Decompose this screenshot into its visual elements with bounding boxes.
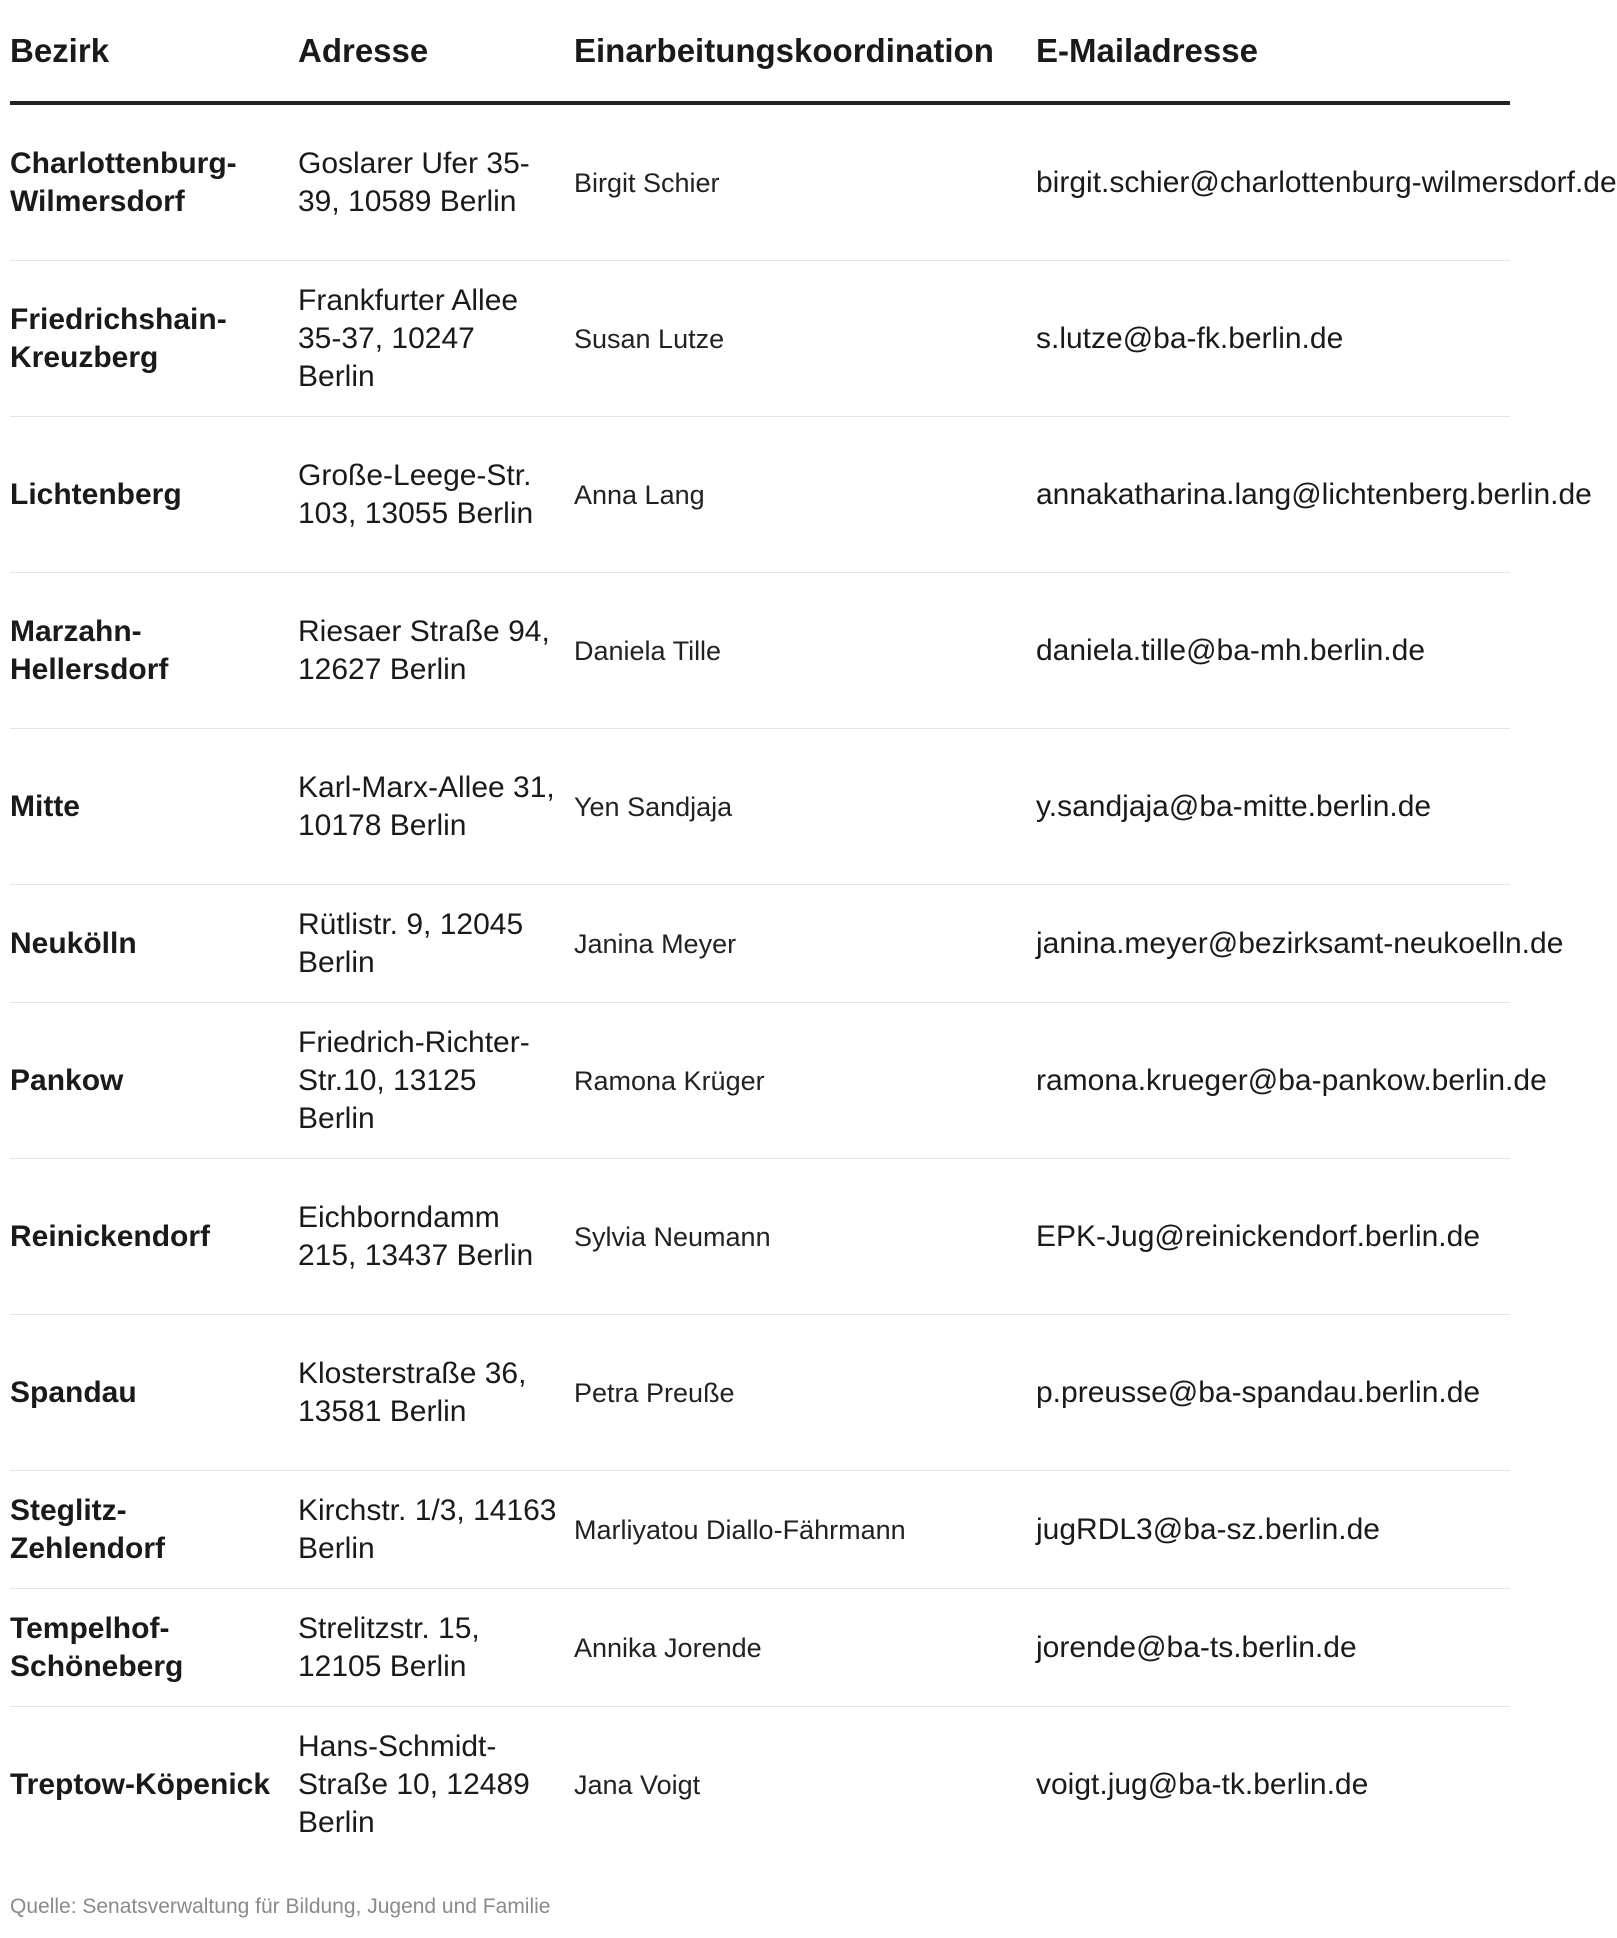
cell-bezirk: Mitte <box>10 729 298 885</box>
cell-email[interactable]: jugRDL3@ba-sz.berlin.de <box>1036 1471 1510 1589</box>
table-row <box>10 1159 1510 1315</box>
cell-adresse: Große-Leege-Str. 103, 13055 Berlin <box>298 417 574 573</box>
cell-email[interactable]: birgit.schier@charlottenburg-wilmersdorf.de <box>1036 103 1510 261</box>
cell-adresse: Kirchstr. 1/3, 14163 Berlin <box>298 1471 574 1589</box>
table-row <box>10 1707 1510 1863</box>
table-row <box>10 729 1510 885</box>
cell-koordination: Sylvia Neumann <box>574 1159 1036 1315</box>
cell-bezirk: Tempelhof-Schöneberg <box>10 1589 298 1707</box>
cell-email[interactable]: ramona.krueger@ba-pankow.berlin.de <box>1036 1003 1510 1159</box>
cell-koordination: Daniela Tille <box>574 573 1036 729</box>
cell-email[interactable]: s.lutze@ba-fk.berlin.de <box>1036 261 1510 417</box>
table-container[interactable] <box>10 0 1617 1862</box>
cell-adresse: Riesaer Straße 94, 12627 Berlin <box>298 573 574 729</box>
cell-email[interactable]: jorende@ba-ts.berlin.de <box>1036 1589 1510 1707</box>
cell-bezirk: Reinickendorf <box>10 1159 298 1315</box>
cell-bezirk: Steglitz-Zehlendorf <box>10 1471 298 1589</box>
cell-bezirk: Treptow-Köpenick <box>10 1767 271 1801</box>
cell-bezirk: Spandau <box>10 1315 298 1471</box>
table-row <box>10 1471 1510 1589</box>
cell-adresse: Hans-Schmidt-Straße 10, 12489 Berlin <box>298 1729 530 1839</box>
cell-koordination: Anna Lang <box>574 417 1036 573</box>
table-row <box>10 1003 1510 1159</box>
table-row <box>10 1315 1510 1471</box>
cell-bezirk: Pankow <box>10 1003 298 1159</box>
table-row <box>10 573 1510 729</box>
header-bezirk[interactable]: Bezirk <box>10 0 298 103</box>
cell-bezirk: Lichtenberg <box>10 417 298 573</box>
cell-email[interactable]: y.sandjaja@ba-mitte.berlin.de <box>1036 729 1510 885</box>
cell-koordination: Birgit Schier <box>574 103 1036 261</box>
cell-bezirk: Marzahn-Hellersdorf <box>10 573 298 729</box>
cell-adresse: Friedrich-Richter-Str.10, 13125 Berlin <box>298 1003 574 1159</box>
cell-adresse: Klosterstraße 36, 13581 Berlin <box>298 1315 574 1471</box>
cell-adresse: Karl-Marx-Allee 31, 10178 Berlin <box>298 729 574 885</box>
table-row <box>10 885 1510 1003</box>
cell-bezirk: Charlottenburg-Wilmersdorf <box>10 103 298 261</box>
table-row <box>10 417 1510 573</box>
header-koordination[interactable]: Einarbeitungskoordination <box>574 0 1036 103</box>
cell-koordination: Annika Jorende <box>574 1589 1036 1707</box>
cell-adresse: Frankfurter Allee 35-37, 10247 Berlin <box>298 261 574 417</box>
source-note: Quelle: Senatsverwaltung für Bildung, Jugend und Familie <box>10 1895 551 1918</box>
cell-adresse: Goslarer Ufer 35-39, 10589 Berlin <box>298 103 574 261</box>
table-row <box>10 261 1510 417</box>
cell-adresse: Eichborndamm 215, 13437 Berlin <box>298 1159 574 1315</box>
cell-koordination: Yen Sandjaja <box>574 729 1036 885</box>
contact-table <box>10 0 1617 1862</box>
cell-bezirk: Friedrichshain-Kreuzberg <box>10 261 298 417</box>
cell-email[interactable]: daniela.tille@ba-mh.berlin.de <box>1036 573 1510 729</box>
cell-bezirk: Neukölln <box>10 885 298 1003</box>
cell-koordination: Susan Lutze <box>574 261 1036 417</box>
cell-koordination: Ramona Krüger <box>574 1003 1036 1159</box>
cell-email[interactable]: EPK-Jug@reinickendorf.berlin.de <box>1036 1159 1510 1315</box>
cell-email[interactable]: annakatharina.lang@lichtenberg.berlin.de <box>1036 417 1510 573</box>
cell-email[interactable]: p.preusse@ba-spandau.berlin.de <box>1036 1315 1510 1471</box>
cell-koordination: Janina Meyer <box>574 885 1036 1003</box>
cell-koordination: Marliyatou Diallo-Fährmann <box>574 1471 1036 1589</box>
cell-email[interactable]: voigt.jug@ba-tk.berlin.de <box>1036 1767 1369 1801</box>
header-email[interactable]: E-Mailadresse <box>1036 0 1510 103</box>
header-adresse[interactable]: Adresse <box>298 0 574 103</box>
cell-adresse: Strelitzstr. 15, 12105 Berlin <box>298 1589 574 1707</box>
table-row <box>10 103 1510 261</box>
cell-koordination: Petra Preuße <box>574 1315 1036 1471</box>
table-header-row <box>10 0 1510 103</box>
cell-adresse: Rütlistr. 9, 12045 Berlin <box>298 885 574 1003</box>
cell-koordination: Jana Voigt <box>574 1769 701 1800</box>
table-row <box>10 1589 1510 1707</box>
cell-email[interactable]: janina.meyer@bezirksamt-neukoelln.de <box>1036 885 1510 1003</box>
